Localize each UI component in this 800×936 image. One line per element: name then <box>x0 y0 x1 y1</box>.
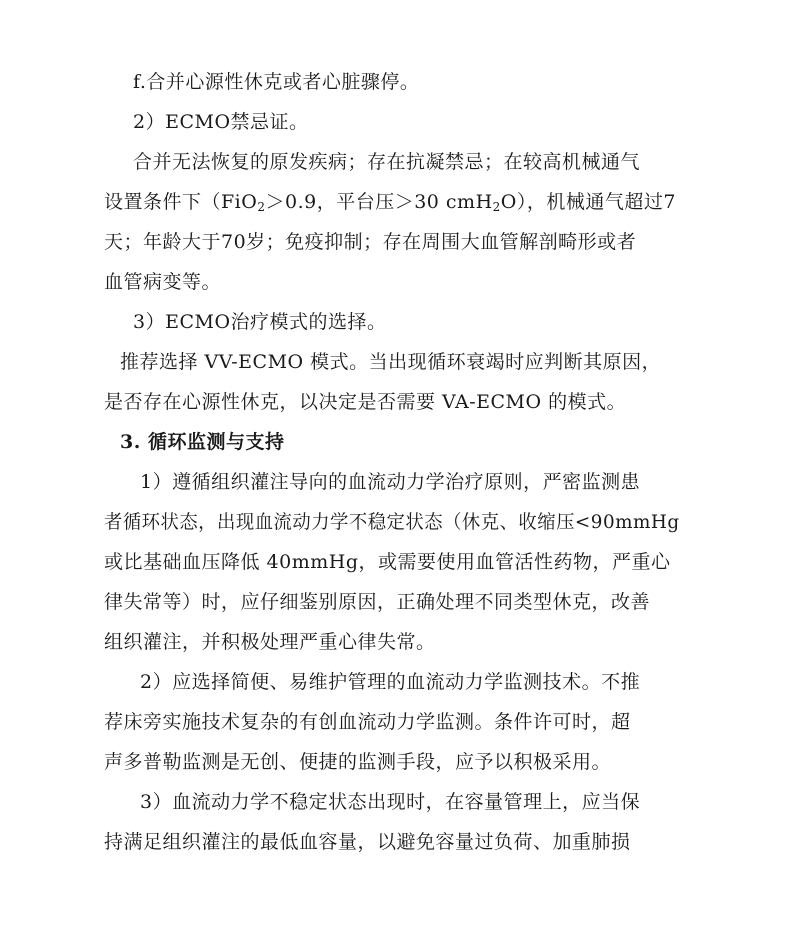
text-line: 1）遵循组织灌注导向的血流动力学治疗原则，严密监测患 <box>140 471 641 493</box>
text-fragment: 设置条件下（FiO <box>104 191 258 213</box>
text-line: 组织灌注，并积极处理严重心律失常。 <box>104 631 436 653</box>
text-line: 血管病变等。 <box>104 271 222 293</box>
text-fragment: ＞0.9，平台压＞30 cmH <box>265 191 493 213</box>
text-line: 2）ECMO禁忌证。 <box>133 111 309 133</box>
text-fragment: O），机械通气超过7 <box>500 191 676 213</box>
text-line: 声多普勒监测是无创、便捷的监测手段，应予以积极采用。 <box>104 751 612 773</box>
text-line: 推荐选择 VV-ECMO 模式。当出现循环衰竭时应判断其原因， <box>120 351 662 373</box>
text-line: 持满足组织灌注的最低血容量，以避免容量过负荷、加重肺损 <box>104 831 631 853</box>
text-line: 是否存在心源性休克，以决定是否需要 VA-ECMO 的模式。 <box>104 391 627 413</box>
text-line: 律失常等）时，应仔细鉴别原因，正确处理不同类型休克，改善 <box>104 591 651 613</box>
text-line: 2）应选择简便、易维护管理的血流动力学监测技术。不推 <box>140 671 641 693</box>
text-line: 者循环状态，出现血流动力学不稳定状态（休克、收缩压<90mmHg <box>104 511 680 533</box>
section-heading: 3. 循环监测与支持 <box>120 431 285 453</box>
subscript: 2 <box>492 200 501 214</box>
text-line: 荐床旁实施技术复杂的有创血流动力学监测。条件许可时，超 <box>104 711 631 733</box>
text-line: 3）ECMO治疗模式的选择。 <box>133 311 387 333</box>
text-line: 或比基础血压降低 40mmHg，或需要使用血管活性药物，严重心 <box>104 551 671 573</box>
text-line: 天；年龄大于70岁；免疫抑制；存在周围大血管解剖畸形或者 <box>104 231 637 253</box>
text-line <box>104 190 676 214</box>
text-line: 3）血流动力学不稳定状态出现时，在容量管理上，应当保 <box>140 791 641 813</box>
subscript: 2 <box>257 200 266 214</box>
text-line: f.合并心源性休克或者心脏骤停。 <box>133 71 420 93</box>
text-line: 合并无法恢复的原发疾病；存在抗凝禁忌；在较高机械通气 <box>133 151 641 173</box>
